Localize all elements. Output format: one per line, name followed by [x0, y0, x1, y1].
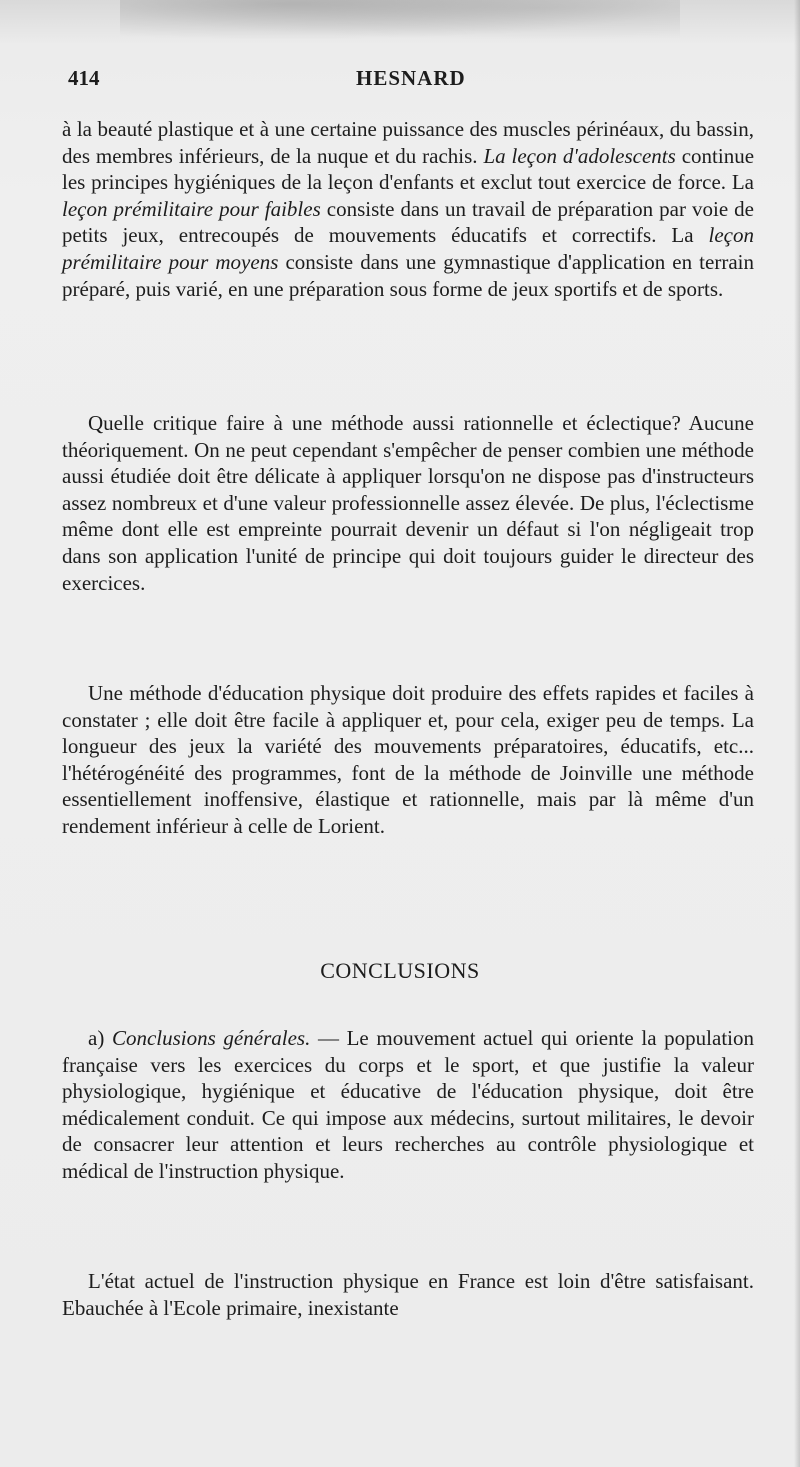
paragraph-1-text-a: à la beauté plastique et à une certaine puissance des muscles périnéaux, du bassin, des membres inférieurs, de la nuque et du rachis.: [62, 117, 754, 168]
page-header: [68, 66, 756, 96]
paragraph-1: [62, 116, 754, 302]
paragraph-2: [62, 410, 754, 596]
paragraph-4-label: a): [88, 1026, 112, 1050]
paragraph-1-text-c: consiste dans un travail de préparation par voie de petits jeux, entrecoupés de mouvements éducatifs et correctifs. La: [62, 196, 754, 248]
section-heading: CONCLUSIONS: [320, 958, 480, 983]
scan-smudge: [120, 0, 680, 40]
page-number: 414: [68, 66, 100, 90]
paragraph-5-text: L'état actuel de l'instruction physique en France est loin d'être satisfaisant. Ebauchée à l'Ecole primaire, inexistante: [62, 1269, 754, 1320]
paragraph-1-italic-b: leçon prémilitaire pour faibles: [62, 196, 321, 221]
paragraph-4-italic: Conclusions générales.: [111, 1026, 311, 1050]
paragraph-3: [62, 680, 754, 840]
paragraph-1-italic-c: leçon prémilitaire pour moyens: [62, 223, 754, 274]
paragraph-4-text: — Le mouvement actuel qui oriente la population française vers les exercices du corps et le sport, et que justifie la valeur physiologique, hygiénique et éducative de l'éducation physique, doit être médicalement conduit. Ce qui impose aux médecins, surtout militaires, le devoir de consacrer leur attention et leurs recherches au contrôle physiologique et médical de l'instruction physique.: [62, 1026, 754, 1183]
running-head: HESNARD: [356, 66, 466, 90]
paragraph-1-italic-a: La leçon d'adolescents: [483, 143, 676, 168]
paragraph-1-text-d: consiste dans une gymnastique d'application en terrain préparé, puis varié, en une préparation sous forme de jeux sportifs et de sports.: [62, 249, 754, 301]
paragraph-4: [62, 1025, 754, 1185]
paragraph-2-text: Quelle critique faire à une méthode aussi rationnelle et éclectique? Aucune théoriquement. On ne peut cependant s'empêcher de penser combien une méthode aussi étudiée doit être délicate à appliquer lorsqu'on ne dispose pas d'instructeurs assez nombreux et d'une valeur professionnelle assez élevée. De plus, l'éclectisme même dont elle est empreinte pourrait devenir un défaut si l'on négligeait trop dans son application l'unité de principe qui doit toujours guider le directeur des exercices.: [62, 411, 754, 595]
page-edge-shadow: [794, 0, 800, 1467]
paragraph-3-text: Une méthode d'éducation physique doit produire des effets rapides et faciles à constater ; elle doit être facile à appliquer et, pour cela, exiger peu de temps. La longueur des jeux la variété des mouvements préparatoires, éducatifs, etc... l'hétérogénéité des programmes, font de la méthode de Joinville une méthode essentiellement inoffensive, élastique et rationnelle, mais par là même d'un rendement inférieur à celle de Lorient.: [62, 681, 754, 838]
paragraph-1-text-b: continue les principes hygiéniques de la leçon d'enfants et exclut tout exercice de force. La: [62, 143, 755, 195]
paragraph-5: [62, 1268, 754, 1321]
